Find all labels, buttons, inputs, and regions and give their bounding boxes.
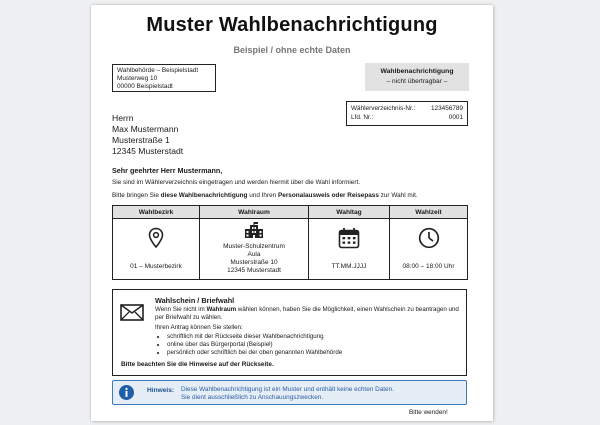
column-header: Wahlzeit: [390, 206, 468, 219]
text-fragment-bold: Personalausweis oder Reisepass: [278, 192, 379, 199]
register-info-box: [346, 101, 468, 126]
column-header: Wahlbezirk: [113, 206, 200, 219]
sequence-number-label: Lfd. Nr.:: [351, 114, 374, 121]
room-cell: [200, 219, 309, 280]
salutation: Sehr geehrter Herr Mustermann,: [112, 166, 223, 175]
district-cell: [113, 219, 200, 280]
sender-line: 00000 Beispielstadt: [117, 83, 173, 90]
hint-label: Hinweis:: [147, 387, 175, 394]
sequence-number-value: 0001: [448, 114, 463, 121]
room-line: Musterstraße 10: [230, 259, 278, 266]
briefwahl-section: [112, 289, 467, 376]
turn-over-note: Bitte wenden!: [409, 409, 448, 416]
hint-box: [112, 380, 467, 405]
intro-paragraph: Sie sind im Wählerverzeichnis eingetragen und werden hiermit über die Wahl informiert.: [112, 179, 361, 186]
column-header: Wahlraum: [200, 206, 309, 219]
recipient-address: [112, 113, 183, 157]
id-instruction-paragraph: [112, 192, 418, 199]
table-row: [113, 219, 468, 280]
date-value: TT.MM.JJJJ: [331, 263, 367, 270]
room-line: 12345 Musterstadt: [227, 267, 281, 274]
briefwahl-options-list: [155, 333, 342, 357]
recipient-line: 12345 Musterstadt: [112, 146, 184, 156]
room-address: [200, 243, 308, 275]
recipient-line: Musterstraße 1: [112, 135, 170, 145]
voter-register-value: 123456789: [431, 105, 463, 112]
sender-line: Musterweg 10: [117, 75, 158, 82]
notice-subtitle: – nicht übertragbar –: [386, 78, 448, 85]
sender-address-box: [112, 64, 216, 92]
hint-line: Sie dient ausschließlich zu Anschauungszwecken.: [181, 394, 324, 401]
text-fragment-bold: Wahlraum: [206, 306, 237, 313]
briefwahl-request-intro: Ihren Antrag können Sie stellen:: [155, 324, 243, 331]
briefwahl-title: Wahlschein / Briefwahl: [155, 296, 235, 305]
document-page: [91, 5, 493, 421]
sequence-number-row: [351, 113, 463, 122]
notice-box: [365, 63, 469, 91]
election-info-table: [112, 205, 468, 280]
building-icon: [244, 222, 264, 239]
sender-line: Wahlbehörde – Beispielstadt: [117, 67, 199, 74]
text-fragment: Wenn Sie nicht im: [155, 306, 207, 313]
document-subtitle: Beispiel / ohne echte Daten: [233, 45, 351, 55]
list-item: • schriftlich mit der Rückseite dieser Wahlbenachrichtigung: [167, 333, 342, 341]
map-pin-icon: [148, 227, 164, 249]
column-header: Wahltag: [309, 206, 390, 219]
calendar-icon: [338, 227, 360, 249]
text-fragment: und Ihren: [247, 192, 278, 199]
list-item: • persönlich oder schriftlich bei der oben genannten Wahlbehörde: [167, 349, 342, 357]
voter-register-row: [351, 104, 463, 113]
briefwahl-paragraph: [155, 306, 460, 322]
text-fragment-bold: diese Wahlbenachrichtigung: [160, 192, 248, 199]
text-fragment: wählen können, haben Sie die Möglichkeit, einen Wahlschein zu beantragen und per Briefwahl zu wählen.: [155, 306, 459, 321]
room-line: Aula: [247, 251, 261, 258]
recipient-line: Herrn: [112, 113, 134, 123]
document-title: Muster Wahlbenachrichtigung: [146, 14, 438, 36]
hint-text: [181, 386, 394, 402]
voter-register-label: Wählerverzeichnis-Nr.:: [351, 105, 416, 112]
room-line: Muster-Schulzentrum: [223, 243, 285, 250]
envelope-icon: [120, 304, 144, 321]
district-value: 01 – Musterbezirk: [130, 263, 182, 270]
time-cell: [390, 219, 468, 280]
recipient-line: Max Mustermann: [112, 124, 179, 134]
hint-line: Diese Wahlbenachrichtigung ist ein Muster und enthält keine echten Daten.: [181, 386, 394, 393]
date-cell: [309, 219, 390, 280]
briefwahl-footnote: Bitte beachten Sie die Hinweise auf der Rückseite.: [121, 361, 274, 368]
info-icon: [119, 385, 134, 400]
time-value: 08:00 – 18:00 Uhr: [402, 263, 455, 270]
notice-title: Wahlbenachrichtigung: [380, 68, 454, 75]
table-header-row: [113, 206, 468, 219]
text-fragment: Bitte bringen Sie: [112, 192, 161, 199]
clock-icon: [418, 227, 440, 249]
text-fragment: zur Wahl mit.: [378, 192, 418, 199]
list-item: • online über das Bürgerportal (Beispiel): [167, 341, 342, 349]
